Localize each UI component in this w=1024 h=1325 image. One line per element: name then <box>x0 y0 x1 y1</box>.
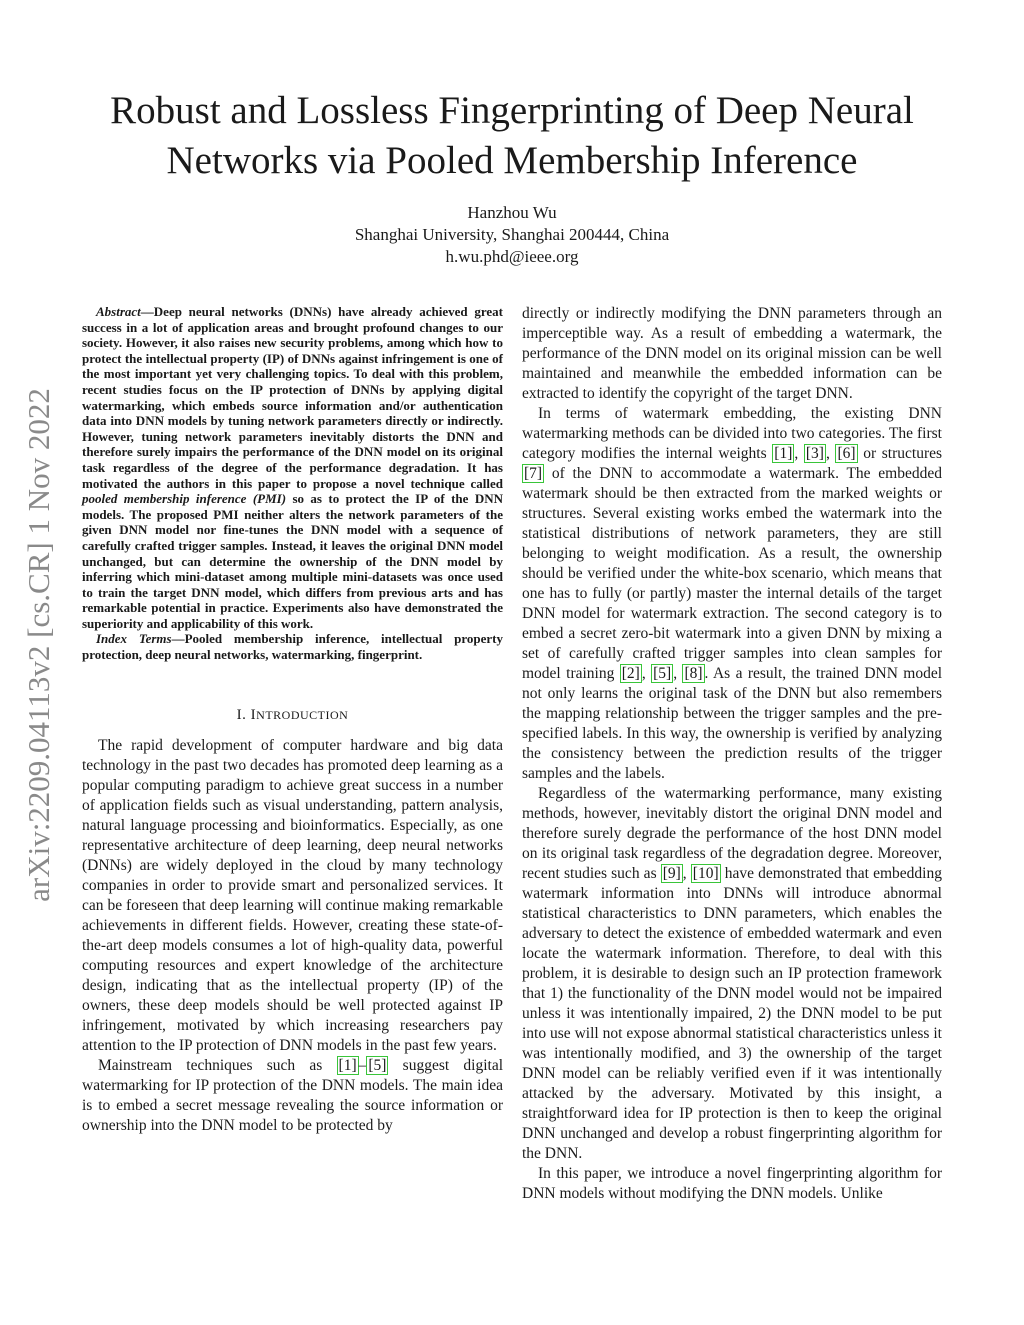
author-affiliation: Shanghai University, Shanghai 200444, China <box>354 225 670 244</box>
arxiv-identifier[interactable]: arXiv:2209.04113v2 [cs.CR] 1 Nov 2022 <box>21 388 56 902</box>
abstract-text-a: —Deep neural networks (DNNs) have already achieved great success in a lot of application areas and brought profound changes to our society. However, it also raises new security problems, among which how to protect the intellectual property (IP) of DNNs against infringement is one of the most important yet very challenging topics. To deal with this problem, recent studies focus on the IP protection of DNNs by applying digital watermarking, which embeds source information and/or authentication data into DNN models by tuning network parameters directly or indirectly. However, tuning network parameters inevitably distorts the DNN and therefore surely impairs the performance of the DNN model on its original task regardless of the degree of the performance degradation. It has motivated the authors in this paper to propose a novel technique called <box>82 304 503 491</box>
right-p2-text-c: . As a result, the trained DNN model not only learns the original task of the DNN but also remembers the mapping relationship between the trigger samples and the pre-specified labels. In this way, the ownership is verified by analyzing the consistency between the prediction results of the trigger samples and the labels. <box>522 665 943 782</box>
section-heading-introduction <box>82 707 503 724</box>
section-numeral: I. <box>236 706 251 723</box>
citation-link[interactable]: [9] <box>662 865 681 882</box>
right-p2-text-a: In terms of watermark embedding, the existing DNN watermarking methods can be divided into two categories. The first category modifies the internal weights <box>522 405 942 462</box>
left-column <box>82 304 503 1136</box>
citation-link[interactable]: [2] <box>621 665 640 682</box>
citation-link[interactable]: [3] <box>805 445 824 462</box>
intro-p2-dash: – <box>358 1056 367 1074</box>
arxiv-sidebar <box>18 355 60 935</box>
right-paragraph-3 <box>522 784 942 1164</box>
citation-link[interactable]: [5] <box>653 665 672 682</box>
index-terms-text: —Pooled membership inference, intellectual property protection, deep neural networks, watermarking, fingerprint. <box>82 631 504 663</box>
author-email[interactable]: h.wu.phd@ieee.org <box>445 247 579 266</box>
index-terms <box>82 631 503 662</box>
right-p3-text-a: Regardless of the watermarking performance, many existing methods, however, inevitably distort the original DNN model and therefore surely degrade the performance of the host DNN model on its original task regardless of the degradation degree. Moreover, recent studies such as <box>522 785 942 882</box>
title-line-2: Networks via Pooled Membership Inference <box>166 139 858 182</box>
abstract <box>82 304 503 631</box>
citation-link[interactable]: [10] <box>692 865 719 882</box>
cite-separator: or structures <box>857 445 943 462</box>
cite-separator: , <box>682 865 691 882</box>
citation-link[interactable]: [7] <box>524 465 543 482</box>
abstract-term: pooled membership inference (PMI) <box>82 491 287 507</box>
abstract-text-b: so as to protect the IP of the DNN models. The proposed PMI neither alters the network parameters of the given DNN model nor fine-tunes the DNN model with a sequence of carefully crafted trigger samples. Instead, it leaves the original DNN model unchanged, but can determine the ownership of the DNN model by inferring which mini-dataset among multiple mini-datasets was once used to train the target DNN model, which differs from previous arts and has remarkable potential in practice. Experiments also have demonstrated the superiority and applicability of this work. <box>82 491 503 631</box>
abstract-label: Abstract <box>96 304 141 319</box>
page-title <box>70 86 954 186</box>
intro-p2-text-a: Mainstream techniques such as <box>98 1056 337 1074</box>
citation-link[interactable]: [6] <box>837 445 856 462</box>
right-paragraph-2 <box>522 404 942 784</box>
right-p2-text-b: of the DNN to accommodate a watermark. The embedded watermark should be then extracted from the marked weights or structures. Several existing works embed the watermark into the statistical distributions of network parameters, they are still belonging to weight modification. As a result, the ownership should be verified under the white-box scenario, which means that one has to fully (or partly) master the internal details of the target DNN model for watermark extraction. The second category is to embed a secret zero-bit watermark into a given DNN by mixing a set of carefully crafted trigger samples into clean samples for model training <box>522 465 942 682</box>
title-line-1: Robust and Lossless Fingerprinting of Deep Neural <box>110 89 914 132</box>
citation-link[interactable]: [1] <box>338 1056 357 1074</box>
section-title-rest: NTRODUCTION <box>256 707 349 722</box>
cite-separator: , <box>825 445 836 462</box>
right-paragraph-4: In this paper, we introduce a novel fingerprinting algorithm for DNN models without modifying the DNN models. Unlike <box>522 1165 942 1202</box>
citation-link[interactable]: [1] <box>774 445 793 462</box>
right-column <box>522 304 942 1204</box>
intro-paragraph-1: The rapid development of computer hardware and big data technology in the past two decades has promoted deep learning as a popular computing paradigm to achieve great success in a number of application fields such as visual understanding, pattern analysis, natural language processing and bioinformatics. Especially, as one representative architecture of deep learning, deep neural networks (DNNs) are widely deployed in the cloud by many technology companies in order to provide smart and personalized services. It can be foreseen that deep learning will continue making remarkable achievements in different fields. However, creating these state-of-the-art deep models consumes a lot of high-quality data, powerful computing resources and expert knowledge of the architecture design, indicating that as the intellectual property (IP) of the owners, these deep models should be well protected against IP infringement, motivated by which increasing researchers pay attention to the IP protection of DNN models in the past few years. <box>82 736 503 1054</box>
citation-link[interactable]: [8] <box>684 665 703 682</box>
right-paragraph-1: directly or indirectly modifying the DNN parameters through an imperceptible way. As a result of embedding a watermark, the performance of the DNN model on its original mission can be well maintained and meanwhile the embedded information can be extracted to identify the copyright of the target DNN. <box>522 305 942 402</box>
index-terms-label: Index Terms <box>96 631 172 647</box>
cite-separator: , <box>641 665 652 682</box>
cite-separator: , <box>673 665 683 682</box>
cite-separator: , <box>794 445 804 462</box>
intro-p2-text-c: suggest digital watermarking for IP protection of the DNN models. The main idea is to embed a secret message revealing the source information or ownership into the DNN model to be protected by <box>82 1056 504 1134</box>
section-first-letter: I <box>250 706 257 723</box>
citation-link[interactable]: [5] <box>368 1056 387 1074</box>
author-name: Hanzhou Wu <box>467 203 557 222</box>
author-block <box>212 202 812 268</box>
intro-paragraph-2 <box>82 1056 503 1136</box>
right-p3-text-b: have demonstrated that embedding watermark information into DNNs will introduce abnormal statistical characteristics to DNN parameters, which enables the adversary to detect the existence of embedded watermark and even locate the watermark information. Therefore, to deal with this problem, it is desirable to design such an IP protection framework that 1) the functionality of the DNN model would not be impaired unless it was intentionally impaired, 2) the DNN model to be put into use will not expose abnormal statistical characteristics unless it was intentionally modified, and 3) the ownership of the target DNN model can be reliably verified even if it was intentionally attacked by the adversary. Motivated by this insight, a straightforward idea for IP protection is then to keep the original DNN unchanged and develop a robust fingerprinting algorithm for the DNN. <box>522 865 942 1162</box>
